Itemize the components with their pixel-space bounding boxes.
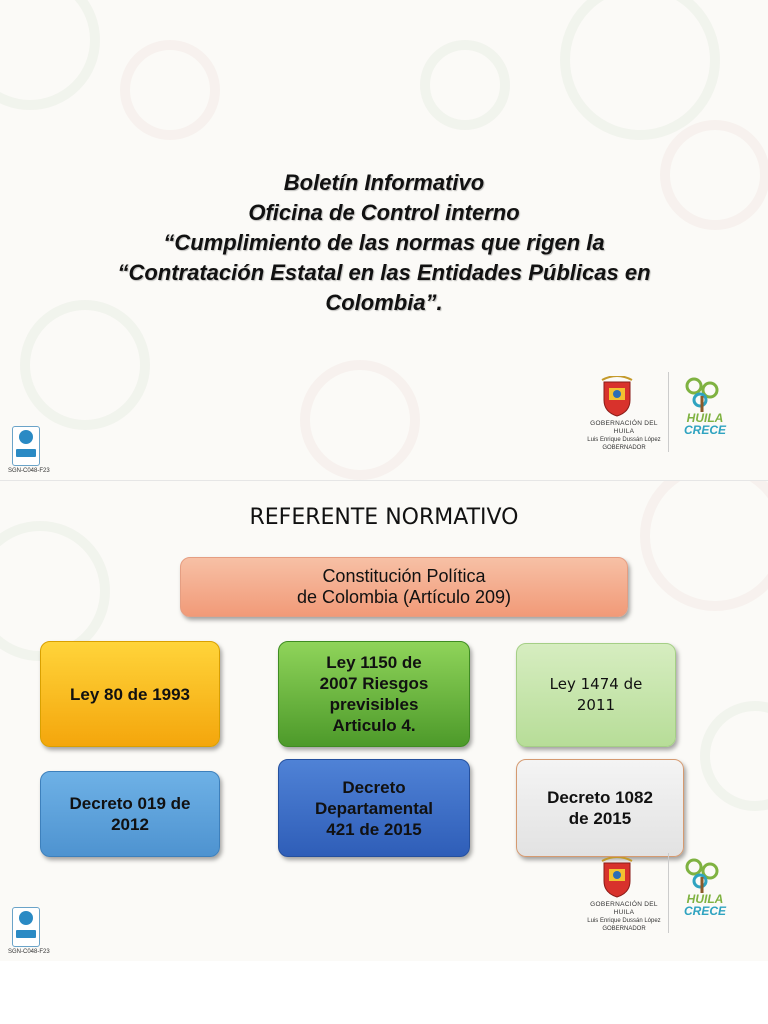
ley-1150-box	[278, 641, 470, 747]
box-line: Decreto 1082	[547, 788, 653, 807]
government-text	[584, 420, 664, 452]
constitution-box	[180, 557, 628, 617]
box-line: 2011	[576, 696, 616, 714]
iso-certification-seal	[8, 907, 48, 961]
section-heading: REFERENTE NORMATIVO	[249, 505, 519, 530]
box-line: previsibles	[329, 695, 419, 714]
box-line: Ley 1150 de	[326, 653, 422, 672]
slide-normative-reference	[0, 480, 768, 961]
logo-divider	[668, 853, 669, 933]
box-line: Ley 1474 de	[549, 675, 643, 693]
iso-certification-seal	[8, 426, 48, 480]
title-line: “Contratación Estatal en las Entidades Públicas en	[117, 260, 651, 285]
decreto-019-box	[40, 771, 220, 857]
ley-80-box	[40, 641, 220, 747]
box-line: 2007 Riesgos	[319, 674, 429, 693]
huila-crece-wordmark	[680, 412, 730, 436]
coat-of-arms-icon	[600, 857, 634, 899]
governor-title: GOBERNADOR	[602, 926, 646, 932]
government-name: GOBERNACIÓN DEL HUILA	[590, 420, 658, 435]
logo-divider	[668, 372, 669, 452]
box-line: Departamental	[314, 798, 434, 818]
bulletin-title	[40, 168, 728, 318]
huila-word: HUILA	[686, 892, 724, 906]
document-code: SGN-C048-F23	[8, 468, 50, 474]
box-line: Decreto 019 de	[69, 794, 191, 813]
iso-badge-icon	[12, 907, 40, 947]
document-code: SGN-C048-F23	[8, 949, 50, 955]
title-line: “Cumplimiento de las normas que rigen la	[163, 230, 605, 255]
crece-word: CRECE	[683, 423, 726, 437]
slide-cover	[0, 0, 768, 480]
box-line: Constitución Política	[322, 566, 486, 586]
huila-crece-wordmark	[680, 893, 730, 917]
box-line: de 2015	[568, 809, 632, 828]
government-name: GOBERNACIÓN DEL HUILA	[590, 901, 658, 916]
box-line: Ley 80 de 1993	[69, 684, 191, 704]
governor-name: Luis Enrique Dussán López	[587, 437, 661, 443]
decreto-1082-box	[516, 759, 684, 857]
governor-name: Luis Enrique Dussán López	[587, 918, 661, 924]
iso-badge-icon	[12, 426, 40, 466]
box-line: Decreto	[342, 777, 406, 797]
box-line: Articulo 4.	[332, 716, 416, 735]
huila-word: HUILA	[686, 411, 724, 425]
title-line: Colombia”.	[325, 290, 443, 315]
government-logos	[588, 853, 738, 943]
crece-word: CRECE	[683, 904, 726, 918]
coat-of-arms-icon	[600, 376, 634, 418]
decreto-departamental-box	[278, 759, 470, 857]
governor-title: GOBERNADOR	[602, 445, 646, 451]
government-text	[584, 901, 664, 933]
title-line: Boletín Informativo	[283, 170, 485, 195]
title-line: Oficina de Control interno	[248, 200, 520, 225]
government-logos	[588, 372, 738, 462]
ley-1474-box	[516, 643, 676, 747]
box-line: 2012	[111, 815, 149, 834]
box-line: 421 de 2015	[326, 819, 422, 839]
box-line: de Colombia (Artículo 209)	[296, 587, 512, 607]
